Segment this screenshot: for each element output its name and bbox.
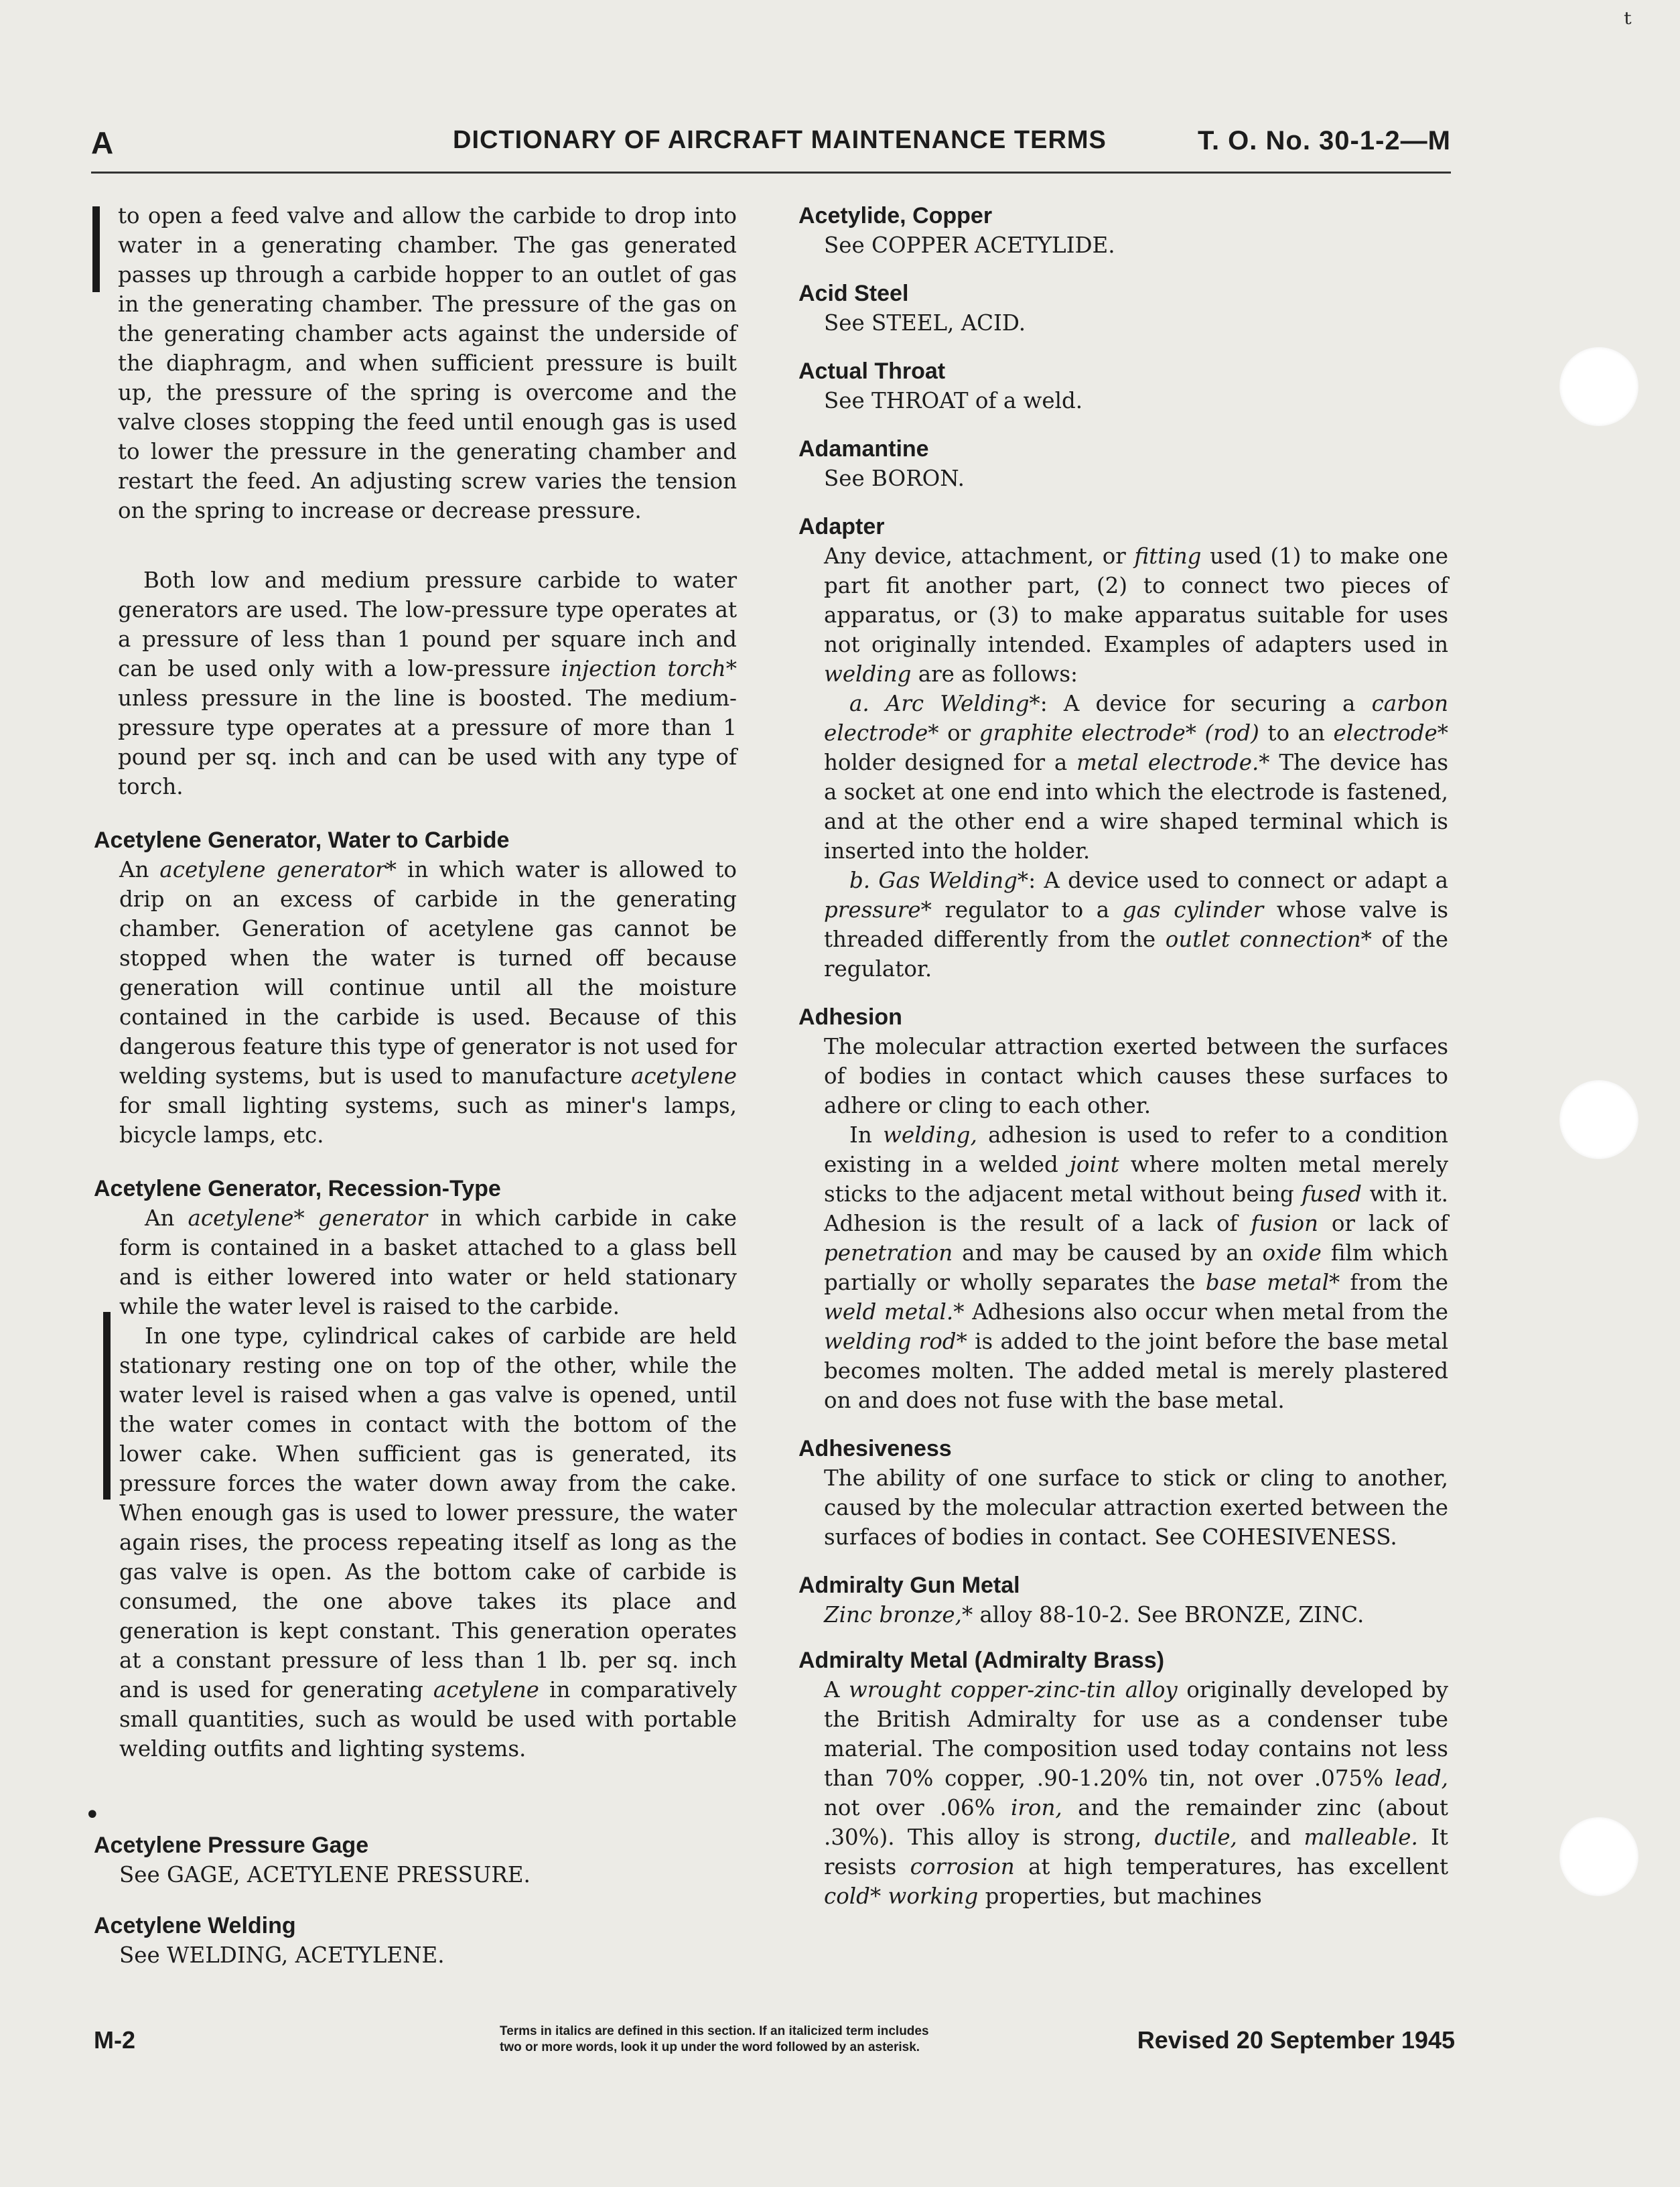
term-acetylene-welding: Acetylene Welding <box>94 1913 296 1938</box>
left-column <box>94 201 737 1970</box>
page-number: M-2 <box>94 2026 135 2054</box>
term-acetylene-pressure-gage: Acetylene Pressure Gage <box>94 1833 369 1858</box>
definition-pressure-gage: See GAGE, ACETYLENE PRESSURE. <box>119 1862 531 1887</box>
section-letter: A <box>91 125 114 160</box>
definition-admiralty-metal: A wrought copper-zinc-tin alloy originally developed by the British Admiralty for use as a condenser tube material. The composition used today contains not less than 70% copper, .90-1.20% tin, not over .075% lead, not over .06% iron, and the remainder zinc (about .30%). This alloy is strong, ductile, and malleable. It resists corrosion at high temperatures, has excellent cold* working properties, but machines <box>824 1677 1449 1909</box>
stray-dot: • <box>84 1800 100 1831</box>
term-actual-throat: Actual Throat <box>798 358 946 384</box>
definition-adhesiveness: The ability of one surface to stick or cling to another, caused by the molecular attraction exerted between the surfaces of bodies in contact. See COHESIVENESS. <box>824 1465 1448 1550</box>
definition-acetylide-copper: See COPPER ACETYLIDE. <box>824 233 1115 258</box>
definition-adhesion: The molecular attraction exerted between the surfaces of bodies in contact which causes these surfaces to adhere or cling to each other. <box>824 1034 1448 1118</box>
definition-acid-steel: See STEEL, ACID. <box>824 310 1026 336</box>
corner-mark: ᵗ <box>1624 5 1632 42</box>
punch-hole-bottom <box>1559 1817 1638 1896</box>
doc-number: T. O. No. 30-1-2—M <box>1197 126 1451 155</box>
page-header <box>91 125 1451 165</box>
term-acetylene-generator-recession-type: Acetylene Generator, Recession-Type <box>94 1176 501 1201</box>
definition-water-to-carbide: An acetylene generator* in which water is allowed to drip on an excess of carbide in the generating chamber. Generation of acetylene gas cannot be stopped when the water is turned off because generation will continue until all the moisture contained in the carbide is used. Because of this dangerous feature this type of generator is not used for welding systems, but is used to manufacture acetylene for small lighting systems, such as miner's lamps, bicycle lamps, etc. <box>119 857 738 1148</box>
definition-admiralty-gun-metal: Zinc bronze,* alloy 88-10-2. See BRONZE, ZINC. <box>824 1602 1364 1628</box>
punch-hole-middle <box>1559 1080 1638 1159</box>
definition-recession-type: An acetylene* generator in which carbide in cake form is contained in a basket attached to a glass bell and is either lowered into water or held stationary while the water level is raised to the carbide. <box>119 1205 737 1319</box>
term-adhesion: Adhesion <box>798 1004 902 1030</box>
term-adapter: Adapter <box>798 514 885 539</box>
generator-types-paragraph: Both low and medium pressure carbide to water generators are used. The low-pressure type operates at a pressure of less than 1 pound per square inch and can be used only with a low-pressure injection torch* unless pressure in the line is boosted. The medium-pressure type operates at a pressure of more than 1 pound per sq. inch and can be used with any type of torch. <box>118 568 737 799</box>
italics-note <box>500 2024 929 2056</box>
term-acid-steel: Acid Steel <box>798 281 909 306</box>
term-adamantine: Adamantine <box>798 436 929 462</box>
revision-date: Revised 20 September 1945 <box>1137 2026 1455 2054</box>
definition-acetylene-welding: See WELDING, ACETYLENE. <box>119 1942 445 1968</box>
definition-actual-throat: See THROAT of a weld. <box>824 388 1083 413</box>
header-rule <box>91 172 1451 174</box>
page-title: DICTIONARY OF AIRCRAFT MAINTENANCE TERMS <box>453 126 1107 154</box>
term-admiralty-gun-metal: Admiralty Gun Metal <box>798 1573 1020 1598</box>
right-column <box>798 201 1448 1911</box>
italics-note-line-2: two or more words, look it up under the word followed by an asterisk. <box>500 2040 920 2054</box>
definition-adapter-arc-welding: a. Arc Welding*: A device for securing a carbon electrode* or graphite electrode* (rod) to an electrode* holder designed for a metal electrode.* The device has a socket at one end into which the electrode is fastened, and at the other end a wire shaped terminal which is inserted into the holder. <box>824 691 1448 864</box>
term-acetylene-generator-water-to-carbide: Acetylene Generator, Water to Carbide <box>94 827 510 853</box>
term-admiralty-metal: Admiralty Metal (Admiralty Brass) <box>798 1648 1165 1673</box>
definition-adapter-gas-welding: b. Gas Welding*: A device used to connect or adapt a pressure* regulator to a gas cylinder whose valve is threaded differently from the outlet connection* of the regulator. <box>824 868 1449 982</box>
continued-paragraph: to open a feed valve and allow the carbide to drop into water in a generating chamber. The gas generated passes up through a carbide hopper to an outlet of gas in the generating chamber. The pressure of the gas on the generating chamber acts against the underside of the diaphragm, and when sufficient pressure is built up, the pressure of the spring is overcome and the valve closes stopping the feed until enough gas is used to lower the pressure in the generating chamber and restart the feed. An adjusting screw varies the tension on the spring to increase or decrease pressure. <box>118 203 737 523</box>
definition-adhesion-welding: In welding, adhesion is used to refer to a condition existing in a welded joint where molten metal merely sticks to the adjacent metal without being fused with it. Adhesion is the result of a lack of fusion or lack of penetration and may be caused by an oxide film which partially or wholly separates the base metal* from the weld metal.* Adhesions also occur when metal from the welding rod* is added to the joint before the base metal becomes molten. The added metal is merely plastered on and does not fuse with the base metal. <box>824 1122 1448 1413</box>
term-adhesiveness: Adhesiveness <box>798 1436 952 1461</box>
term-acetylide-copper: Acetylide, Copper <box>798 203 993 228</box>
definition-adapter: Any device, attachment, or fitting used (1) to make one part fit another part, (2) to connect two pieces of apparatus, or (3) to make apparatus suitable for uses not originally intended. Examples of adapters used in welding are as follows: <box>824 543 1448 687</box>
punch-hole-top <box>1559 347 1638 426</box>
definition-recession-type-detail: In one type, cylindrical cakes of carbide are held stationary resting one on top of the other, while the water level is raised when a gas valve is opened, until the water comes in contact with the bottom of the lower cake. When sufficient gas is generated, its pressure forces the water down away from the cake. When enough gas is used to lower pressure, the water again rises, the process repeating itself as long as the gas valve is open. As the bottom cake of carbide is consumed, the one above takes its place and generation is kept constant. This generation operates at a constant pressure of less than 1 lb. per sq. inch and is used for generating acetylene in comparatively small quantities, such as would be used with portable welding outfits and lighting systems. <box>119 1323 737 1762</box>
definition-adamantine: See BORON. <box>824 466 965 491</box>
italics-note-line-1: Terms in italics are defined in this section. If an italicized term includes <box>500 2024 929 2038</box>
